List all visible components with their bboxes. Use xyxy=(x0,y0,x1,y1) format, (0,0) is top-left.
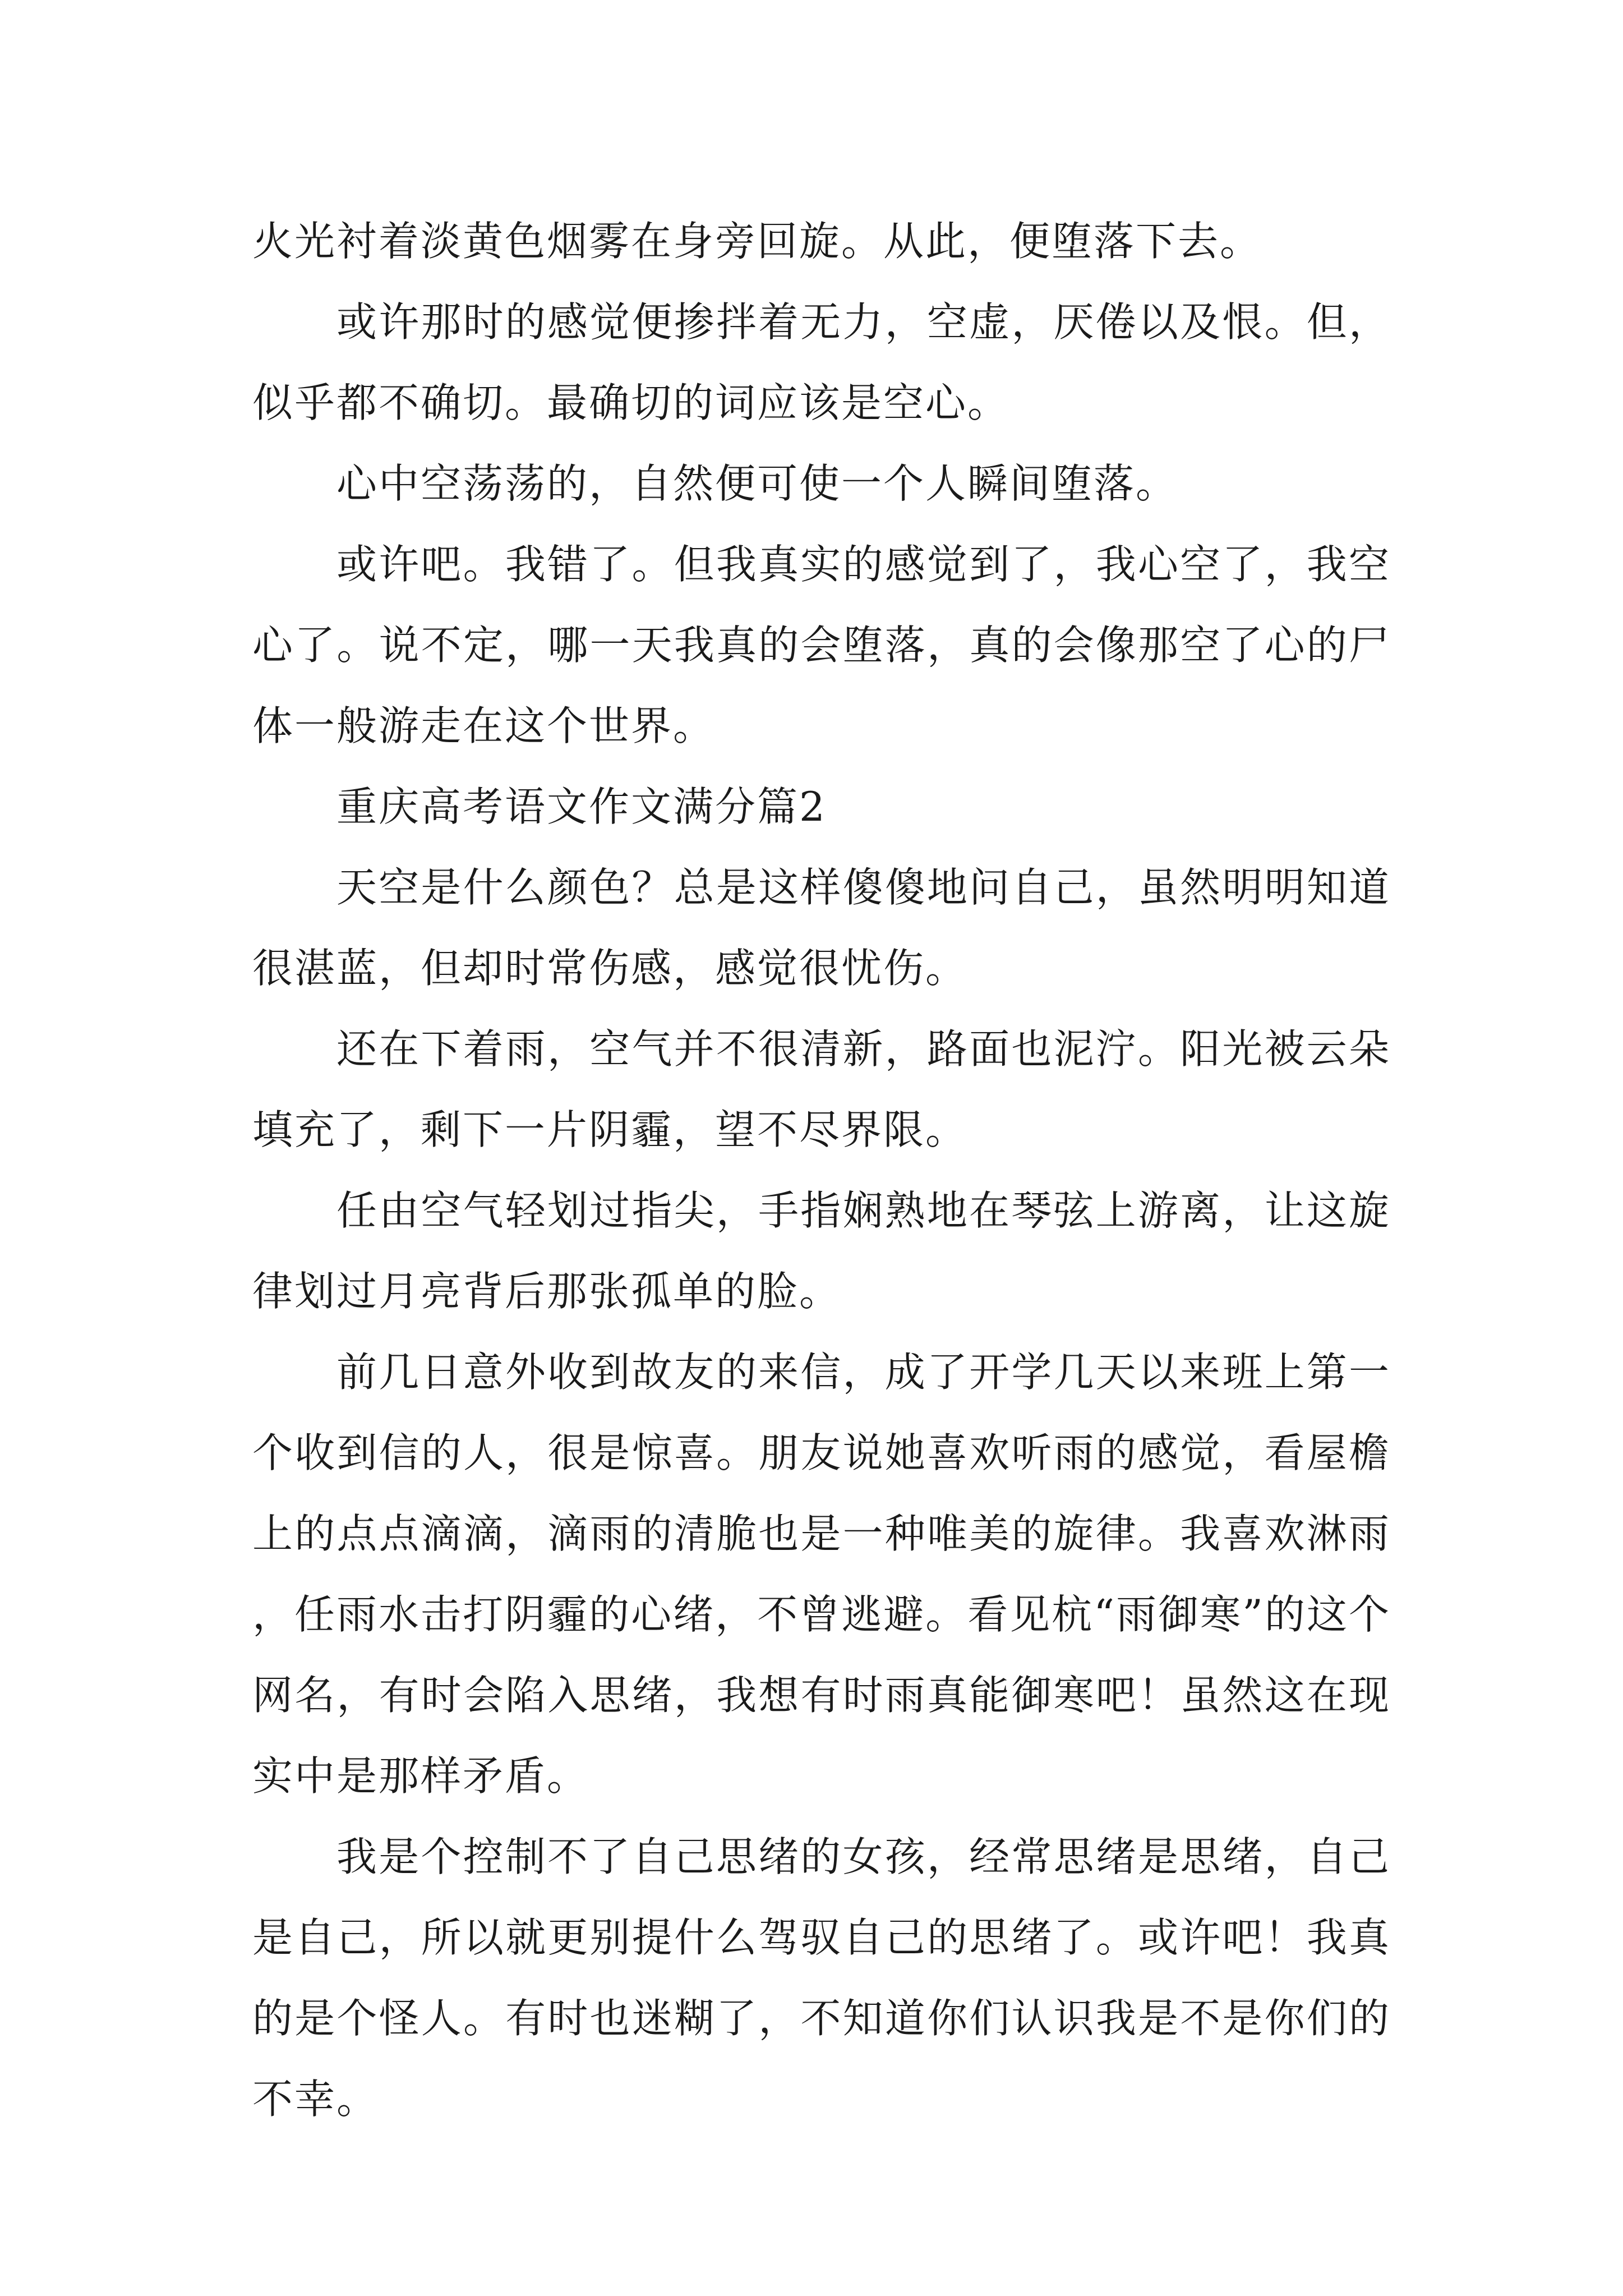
paragraph-7: 任由空气轻划过指尖，手指娴熟地在琴弦上游离，让这旋律划过月亮背后那张孤单的脸。 xyxy=(252,1187,1391,1315)
paragraph-6: 还在下着雨，空气并不很清新，路面也泥泞。阳光被云朵填充了，剩下一片阴霾，望不尽界限。 xyxy=(252,1025,1391,1153)
paragraph-5: 天空是什么颜色？总是这样傻傻地问自己，虽然明明知道很湛蓝，但却时常伤感，感觉很忧伤。 xyxy=(252,864,1391,992)
section-heading: 重庆高考语文作文满分篇2 xyxy=(336,783,827,830)
paragraph-8: 前几日意外收到故友的来信，成了开学几天以来班上第一个收到信的人，很是惊喜。朋友说她喜欢听雨的感觉，看屋檐上的点点滴滴，滴雨的清脆也是一种唯美的旋律。我喜欢淋雨，任雨水击打阴霾的心绪，不曾逃避。看见杭“雨御寒”的这个网名，有时会陷入思绪，我想有时雨真能御寒吧！虽然这在现实中是那样矛盾。 xyxy=(252,1349,1391,1800)
paragraph-1: 火光衬着淡黄色烟雾在身旁回旋。从此，便堕落下去。 xyxy=(252,218,1262,265)
paragraph-4: 或许吧。我错了。但我真实的感觉到了，我心空了，我空心了。说不定，哪一天我真的会堕落，真的会像那空了心的尸体一般游走在这个世界。 xyxy=(252,541,1391,749)
body-text xyxy=(252,201,1391,2139)
paragraph-2: 或许那时的感觉便掺拌着无力，空虚，厌倦以及恨。但，似乎都不确切。最确切的词应该是空心。 xyxy=(252,298,1391,426)
paragraph-3: 心中空荡荡的，自然便可使一个人瞬间堕落。 xyxy=(336,460,1178,507)
paragraph-9: 我是个控制不了自己思绪的女孩，经常思绪是思绪，自己是自己，所以就更别提什么驾驭自己的思绪了。或许吧！我真的是个怪人。有时也迷糊了，不知道你们认识我是不是你们的不幸。 xyxy=(252,1833,1391,2123)
